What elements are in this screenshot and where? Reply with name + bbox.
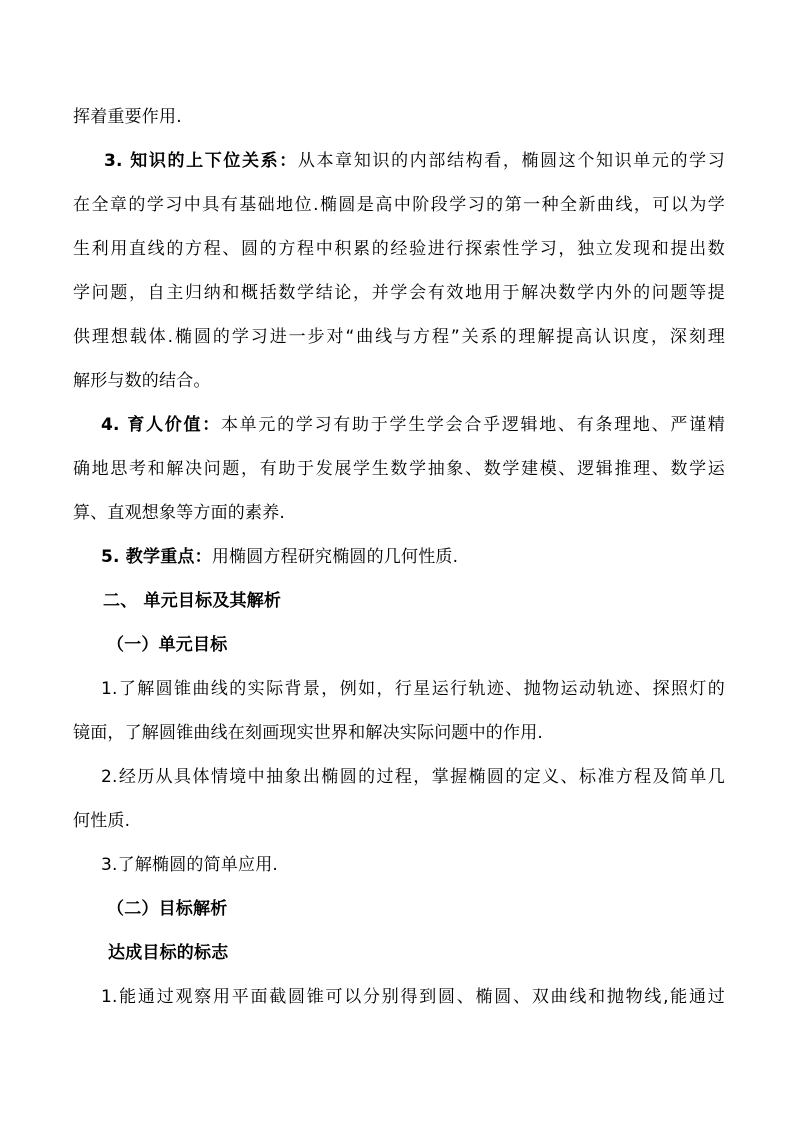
paragraph-text: 本单元的学习有助于学生学会合乎逻辑地、有条理地、严谨精 bbox=[220, 415, 725, 435]
paragraph-text: 从本章知识的内部结构看，椭圆这个知识单元的学习 bbox=[297, 151, 725, 171]
paragraph-label: 3. 知识的上下位关系： bbox=[104, 151, 298, 171]
paragraph-text: 用椭圆方程研究椭圆的几何性质. bbox=[211, 547, 459, 567]
paragraph-label: 5. 教学重点： bbox=[101, 547, 212, 567]
marker-item-line: 1.能通过观察用平面截圆锥可以分别得到圆、椭圆、双曲线和抛物线,能通过 bbox=[101, 987, 725, 1007]
subsection-heading: （二）目标解析 bbox=[107, 899, 228, 919]
paragraph-line: 挥着重要作用. bbox=[73, 107, 182, 127]
goal-item-line: 1.了解圆锥曲线的实际背景，例如，行星运行轨迹、抛物运动轨迹、探照灯的 bbox=[101, 679, 725, 699]
subsection-heading: （一）单元目标 bbox=[107, 635, 228, 655]
paragraph-line: 确地思考和解决问题，有助于发展学生数学抽象、数学建模、逻辑推理、数学运 bbox=[73, 459, 725, 479]
paragraph-line: 学问题，自主归纳和概括数学结论，并学会有效地用于解决数学内外的问题等提 bbox=[73, 283, 725, 303]
paragraph-line: 在全章的学习中具有基础地位.椭圆是高中阶段学习的第一种全新曲线，可以为学 bbox=[73, 195, 725, 215]
subheading: 达成目标的标志 bbox=[108, 943, 229, 963]
paragraph-teaching-focus-line bbox=[101, 546, 725, 568]
paragraph-line: 生利用直线的方程、圆的方程中积累的经验进行探索性学习，独立发现和提出数 bbox=[73, 239, 725, 259]
goal-item-line: 2.经历从具体情境中抽象出椭圆的过程，掌握椭圆的定义、标准方程及简单几 bbox=[101, 767, 725, 787]
paragraph-label: 4. 育人价值： bbox=[101, 415, 221, 435]
paragraph-line: 供理想载体.椭圆的学习进一步对“曲线与方程”关系的理解提高认识度，深刻理 bbox=[73, 327, 725, 347]
paragraph-line: 算、直观想象等方面的素养. bbox=[73, 503, 286, 523]
goal-item-line: 镜面，了解圆锥曲线在刻画现实世界和解决实际问题中的作用. bbox=[73, 723, 544, 743]
goal-item-line: 何性质. bbox=[73, 811, 131, 831]
paragraph-knowledge-hierarchy-line bbox=[104, 150, 725, 172]
goal-item-line: 3.了解椭圆的简单应用. bbox=[101, 855, 279, 875]
paragraph-education-value-line bbox=[101, 414, 725, 436]
paragraph-line: 解形与数的结合。 bbox=[73, 371, 211, 391]
section-heading: 二、 单元目标及其解析 bbox=[103, 591, 282, 611]
